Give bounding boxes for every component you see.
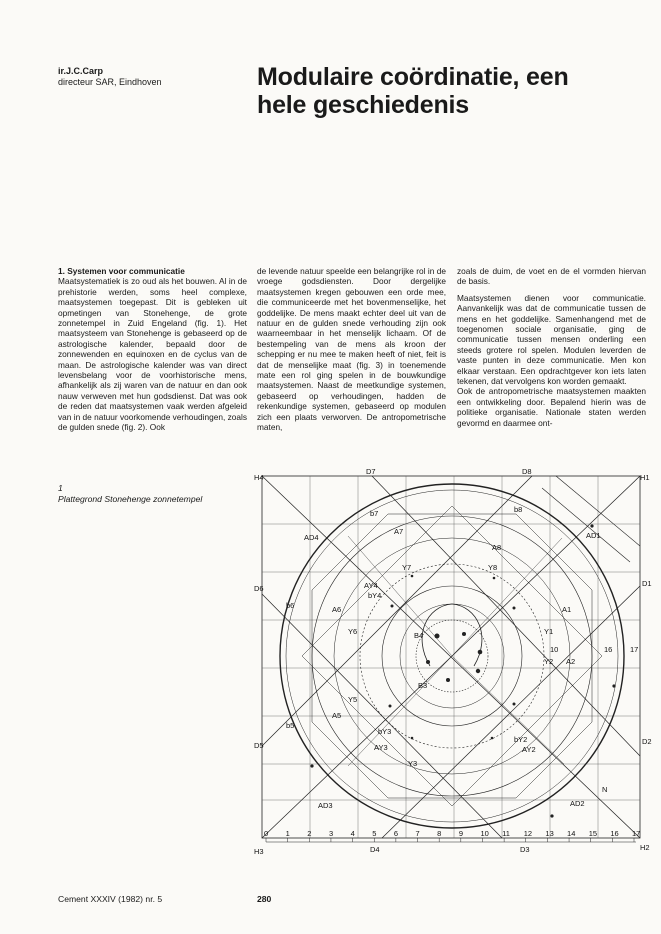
scale-label: 11	[502, 829, 510, 838]
label-d1: D1	[642, 579, 652, 588]
label-ay3: AY3	[374, 743, 388, 752]
label-d3: D3	[520, 845, 530, 854]
label-d6: D6	[254, 584, 264, 593]
author-name: ir.J.C.Carp	[58, 66, 104, 76]
label-y1: Y1	[544, 627, 554, 636]
label-by2: bY2	[514, 735, 528, 744]
label-a2: A2	[566, 657, 576, 666]
label-ay4: AY4	[364, 581, 378, 590]
scale-label: 17	[632, 829, 641, 838]
scale-label: 12	[523, 829, 533, 838]
label-d5: D5	[254, 741, 264, 750]
scale-label: 6	[393, 829, 399, 838]
label-by4: bY4	[368, 591, 382, 600]
stonehenge-plan-figure	[252, 466, 654, 854]
label-a5: A5	[332, 711, 342, 720]
label-y5: Y5	[348, 695, 358, 704]
label-y8: Y8	[488, 563, 498, 572]
label-y2: Y2	[544, 657, 554, 666]
label-by3: bY3	[378, 727, 392, 736]
scale-label: 2	[307, 829, 312, 838]
scale-label: 7	[415, 829, 420, 838]
figure-caption	[58, 483, 202, 504]
article-title: Modulaire coördinatie, een hele geschiedenis	[257, 63, 569, 119]
label-a6: A6	[332, 605, 342, 614]
label-h4: H4	[254, 473, 264, 482]
scale-label: 3	[328, 829, 334, 838]
text-column-2	[257, 266, 446, 439]
scale-label: 0	[264, 829, 269, 838]
label-y6: Y6	[348, 627, 358, 636]
label-d2: D2	[642, 737, 652, 746]
label-h2: H2	[640, 843, 650, 852]
scale-label: 5	[372, 829, 377, 838]
label-h3: H3	[254, 847, 264, 854]
label-b8: b8	[514, 505, 523, 514]
label-a8: A8	[492, 543, 502, 552]
figure-number: 1	[58, 483, 63, 493]
scale-label: 15	[588, 829, 598, 838]
label-d8: D8	[522, 467, 532, 476]
paragraph: de levende natuur speelde een belangrijke rol in de vroege godsdiensten. Door dergelijke maatsystemen kregen gebouwen een orde mee, die communiceerde met het bovenmenselijke, het goddelijke. De mens maakt echter deel uit van de natuur en de gulden snede verhouding zijn ook waarneembaar in het menselijk lichaam. Of de bestempeling van de mens als kroon der schepping er nu mee te maken heeft of niet, feit is dat de menselijke maat (fig. 3) in toenemende mate een rol ging spelen in de bouwkundige maatsystemen. Naast de meetkundige systemen, gebaseerd op verhoudingen, hadden de rekenkundige systemen, gebaseerd op modulen zich een plaats verworven. De antropometrische maten,	[257, 266, 446, 433]
label-b3: B3	[418, 681, 428, 690]
label-y3: Y3	[408, 759, 418, 768]
label-ad2: AD2	[570, 799, 585, 808]
label-ay2: AY2	[522, 745, 536, 754]
author-block	[58, 66, 162, 88]
scale-label: 4	[350, 829, 355, 838]
label-ad4: AD4	[304, 533, 319, 542]
label-d4: D4	[370, 845, 380, 854]
label-d7: D7	[366, 467, 376, 476]
label-ad1: AD1	[586, 531, 601, 540]
label-b4: B4	[414, 631, 424, 640]
page-number: 280	[257, 894, 272, 904]
paragraph: zoals de duim, de voet en de el vormden hiervan de basis.	[457, 266, 646, 287]
label-16: 16	[604, 645, 613, 654]
scale-label: 16	[610, 829, 619, 838]
scale-label: 10	[480, 829, 489, 838]
label-a7: A7	[394, 527, 404, 536]
paragraph: Ook de antropometrische maatsystemen maakten een ontwikkeling door. Bepalend hierin was de politieke organisatie. Nationale staten werden gevormd en daarmee ont-	[457, 386, 646, 428]
figure-caption-text: Plattegrond Stonehenge zonnetempel	[58, 493, 203, 504]
label-a1: A1	[562, 605, 572, 614]
label-y7: Y7	[402, 563, 412, 572]
footer-journal: Cement XXXIV (1982) nr. 5	[58, 894, 163, 904]
label-n: N	[602, 785, 608, 794]
scale-bar	[264, 829, 640, 842]
text-column-1	[58, 266, 247, 439]
label-b5: b5	[286, 721, 295, 730]
paragraph: Maatsystematiek is zo oud als het bouwen. Al in de prehistorie werden, soms heel complexe, maatsystemen toegepast. Dit is gebleken uit opmetingen van Stonehenge, de grote zonnetempel in Zuid Engeland (fig. 1). Het maatsysteem van Stonehenge is gebaseerd op de astrologische kalender, bepaald door de zonnewenden en equinoxen en de cyclus van de maan. De astrologische kalender was van direct levensbelang voor de voorhistorische mens, afhankelijk als zij waren van de natuur en dan ook nauw verweven met hun godsdienst. Dat was ook de reden dat maatsystemen vaak werden afgeleid van in de natuur voorkomende verhoudingen, zoals de gulden snede (fig. 2). Ook	[58, 276, 247, 433]
scale-label: 8	[437, 829, 442, 838]
scale-label: 13	[545, 829, 554, 838]
author-role: directeur SAR, Eindhoven	[58, 77, 162, 87]
section-heading: 1. Systemen voor communicatie	[58, 266, 185, 276]
scale-label: 1	[285, 829, 290, 838]
label-h1: H1	[640, 473, 650, 482]
label-b7: b7	[370, 509, 379, 518]
label-10: 10	[550, 645, 559, 654]
label-b6: b6	[286, 601, 295, 610]
paragraph: Maatsystemen dienen voor communicatie. Aanvankelijk was dat de communicatie tussen de mens en het goddelijke. Samenhangend met de toegenomen sociale organisatie, ging de communicatie tussen mensen onderling een steeds grotere rol spelen. Modulen leverden de vaste punten in deze communicatie. Men kon elkaar verstaan. Een opdrachtgever kon iets laten tekenen, dat vervolgens kon worden gemaakt.	[457, 292, 646, 387]
label-ad3: AD3	[318, 801, 333, 810]
label-17: 17	[630, 645, 639, 654]
scale-label: 9	[458, 829, 463, 838]
text-column-3	[457, 266, 646, 434]
scale-label: 14	[567, 829, 576, 838]
